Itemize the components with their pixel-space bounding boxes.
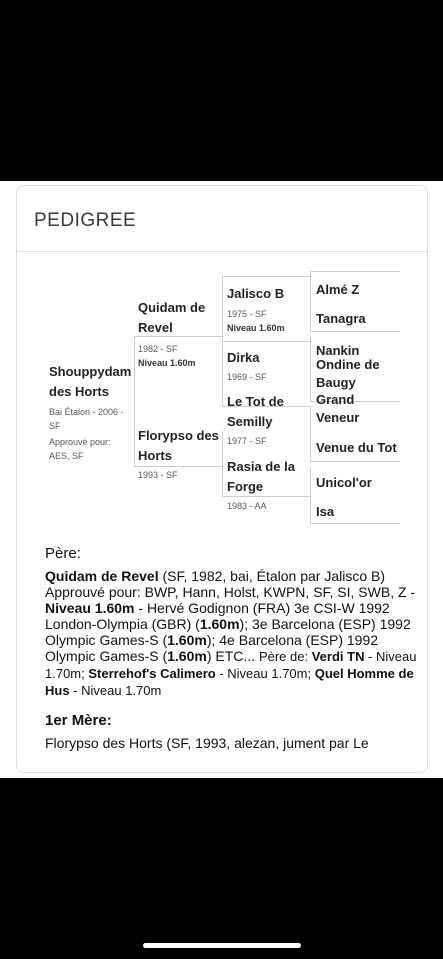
horse-name[interactable]: Shouppydam des Horts: [49, 364, 132, 399]
offspring-level: - Niveau 1.70m;: [45, 649, 417, 681]
connector-line: [310, 406, 311, 461]
connector-line: [222, 276, 310, 277]
connector-line: [310, 523, 400, 524]
pedigree-card: [16, 185, 428, 773]
horse-gen4: [316, 391, 388, 427]
pedigree-tree: [17, 186, 427, 536]
horse-meta: 1993 - SF: [138, 470, 178, 480]
horse-gen4: [316, 502, 408, 522]
horse-gen4: [316, 280, 408, 300]
horse-name[interactable]: Dirka: [227, 350, 260, 365]
horse-sire: [138, 298, 222, 370]
horse-name[interactable]: Nankin: [316, 343, 360, 358]
offspring-label: Père de:: [258, 649, 312, 664]
offspring-level: - Niveau 1.70m;: [215, 666, 315, 681]
horse-gen4: [316, 356, 408, 392]
horse-gen4: [316, 473, 408, 493]
horse-name[interactable]: Jalisco B: [227, 286, 285, 301]
offspring-level: - Niveau 1.70m: [69, 683, 162, 698]
result-height: 1.60m: [199, 616, 240, 632]
home-indicator[interactable]: [143, 943, 301, 948]
horse-gen4: [316, 438, 408, 458]
connector-line: [310, 461, 400, 462]
result-line: ); 4e: [206, 632, 235, 648]
result-line: ) ETC...: [206, 648, 256, 664]
offspring-link[interactable]: Sterrehof's Calimero: [88, 666, 216, 681]
sire-info: (SF, 1982, bai, Étalon par Jalisco B): [158, 568, 386, 584]
horse-name[interactable]: Rasia de la Forge: [227, 459, 295, 494]
result-line: 3e CSI-W 1992 London-Olympia (GBR) (: [45, 600, 390, 632]
connector-line: [310, 271, 400, 272]
result-height: 1.60m: [167, 632, 207, 648]
horse-level: Niveau 1.60m: [138, 358, 196, 368]
horse-name[interactable]: Ondine de Baugy: [316, 357, 380, 390]
horse-subject: [49, 362, 133, 463]
horse-name[interactable]: Quidam de Revel: [138, 300, 206, 335]
horse-meta: 1983 - AA: [227, 501, 267, 511]
offspring-link[interactable]: Verdi TN: [311, 649, 365, 664]
horse-name[interactable]: Tanagra: [316, 311, 366, 326]
result-line: Barcelona (ESP) 1992 Olympic Games-S (: [45, 632, 379, 664]
horse-sire-dam: [227, 348, 309, 384]
result-line: Barcelona (ESP) 1992 Olympic Games-S (: [45, 616, 411, 648]
horse-dam: [138, 426, 222, 482]
section-title: PEDIGREE: [34, 210, 137, 231]
horse-dam-dam: [227, 457, 309, 513]
sire-approval: Approuvé pour: BWP, Hann, Holst, KWPN, SF, SI, SWB, Z -: [45, 584, 416, 600]
father-label: Père:: [45, 545, 81, 562]
connector-line: [222, 341, 310, 342]
pedigree-details: [45, 546, 420, 751]
content-sheet: [0, 181, 443, 778]
connector-line: [134, 336, 135, 466]
horse-name[interactable]: Isa: [316, 504, 335, 519]
horse-name[interactable]: Grand Veneur: [316, 392, 360, 425]
dam-description: Florypso des Horts (SF, 1993, alezan, jument par Le: [45, 735, 369, 751]
horse-name[interactable]: Venue du Tot: [316, 440, 397, 455]
horse-meta: 1977 - SF: [227, 436, 267, 446]
connector-line: [310, 468, 311, 523]
horse-meta: 1975 - SF: [227, 309, 267, 319]
horse-meta: Bai Étalon - 2006 - SF: [49, 407, 124, 431]
horse-name[interactable]: Almé Z: [316, 282, 360, 297]
horse-meta: 1969 - SF: [227, 372, 267, 382]
offspring-link[interactable]: Quel Homme de Hus: [45, 666, 414, 698]
sire-level: Niveau 1.60m: [45, 600, 135, 616]
connector-line: [310, 271, 311, 331]
horse-dam-sire: [227, 392, 309, 448]
horse-sire-sire: [227, 284, 309, 335]
connector-line: [310, 331, 400, 332]
horse-name[interactable]: Unicol'or: [316, 475, 372, 490]
mother-label: 1er Mère:: [45, 712, 112, 729]
result-height: 1.60m: [167, 648, 207, 664]
horse-approval: Approuvé pour: AES, SF: [49, 437, 111, 461]
sire-description: [45, 568, 420, 699]
sire-rider: - Hervé Godignon (FRA): [134, 600, 291, 616]
connector-line: [222, 431, 223, 496]
sire-link[interactable]: Quidam de Revel: [45, 568, 159, 584]
horse-name[interactable]: Le Tot de Semilly: [227, 394, 284, 429]
horse-gen4: [316, 309, 408, 329]
connector-line: [310, 336, 311, 401]
horse-meta: 1982 - SF: [138, 344, 178, 354]
horse-level: Niveau 1.60m: [227, 323, 285, 333]
result-line: ); 3e: [239, 616, 268, 632]
horse-name[interactable]: Florypso des Horts: [138, 428, 219, 463]
